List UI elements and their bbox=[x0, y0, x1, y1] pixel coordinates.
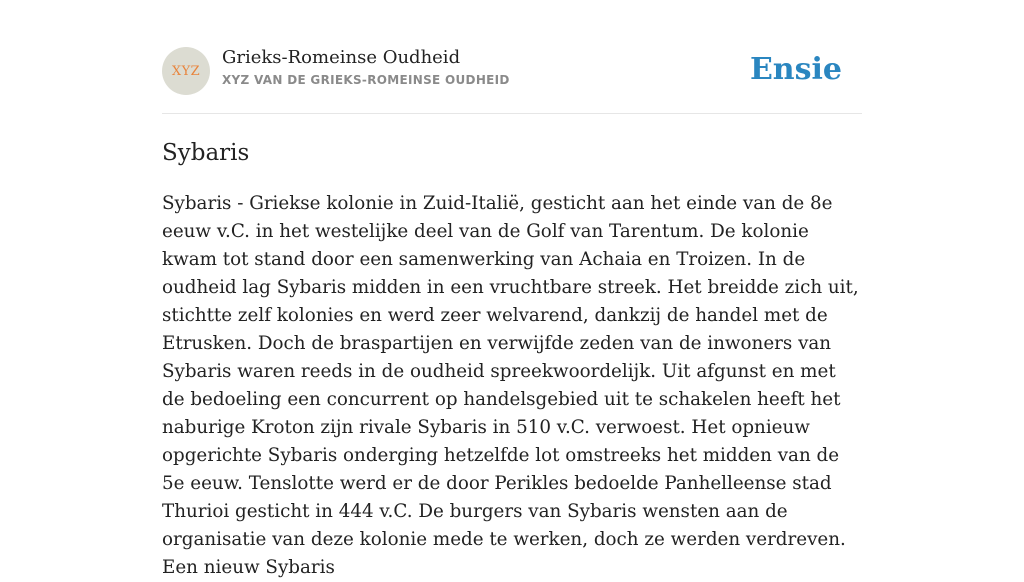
brand-logo[interactable]: Ensie bbox=[749, 52, 842, 87]
article-body: Sybaris - Griekse kolonie in Zuid-Italië, gesticht aan het einde van de 8e eeuw v.C. in het westelijke deel van de Golf van Tarentum. De kolonie kwam tot stand door een samenwerking van Achaia en Troizen. In de oudheid lag Sybaris midden in een vruchtbare streek. Het breidde zich uit, stichtte zelf kolonies en werd zeer welvarend, dankzij de handel met de Etrusken. Doch de braspartijen en verwijfde zeden van de inwoners van Sybaris waren reeds in de oudheid spreekwoordelijk. Uit afgunst en met de bedoeling een concurrent op handelsgebied uit te schakelen heeft het naburige Kroton zijn rivale Sybaris in 510 v.C. verwoest. Het opnieuw opgerichte Sybaris onderging hetzelfde lot omstreeks het midden van de 5e eeuw. Tenslotte werd er de door Perikles bedoelde Panhelleense stad Thurioi gesticht in 444 v.C. De burgers van Sybaris wensten aan de organisatie van deze kolonie mede te werken, doch ze werden verdreven. Een nieuw Sybaris bbox=[162, 193, 859, 578]
publisher-info bbox=[222, 46, 510, 88]
article-title: Sybaris bbox=[162, 140, 250, 166]
avatar-text: XYZ bbox=[171, 63, 201, 79]
publisher-name-link[interactable]: Grieks-Romeinse Oudheid bbox=[222, 47, 461, 68]
publisher-avatar[interactable] bbox=[162, 47, 210, 95]
publisher-subtitle: XYZ VAN DE GRIEKS-ROMEINSE OUDHEID bbox=[222, 73, 510, 87]
content-column bbox=[162, 0, 862, 578]
header bbox=[162, 0, 862, 114]
